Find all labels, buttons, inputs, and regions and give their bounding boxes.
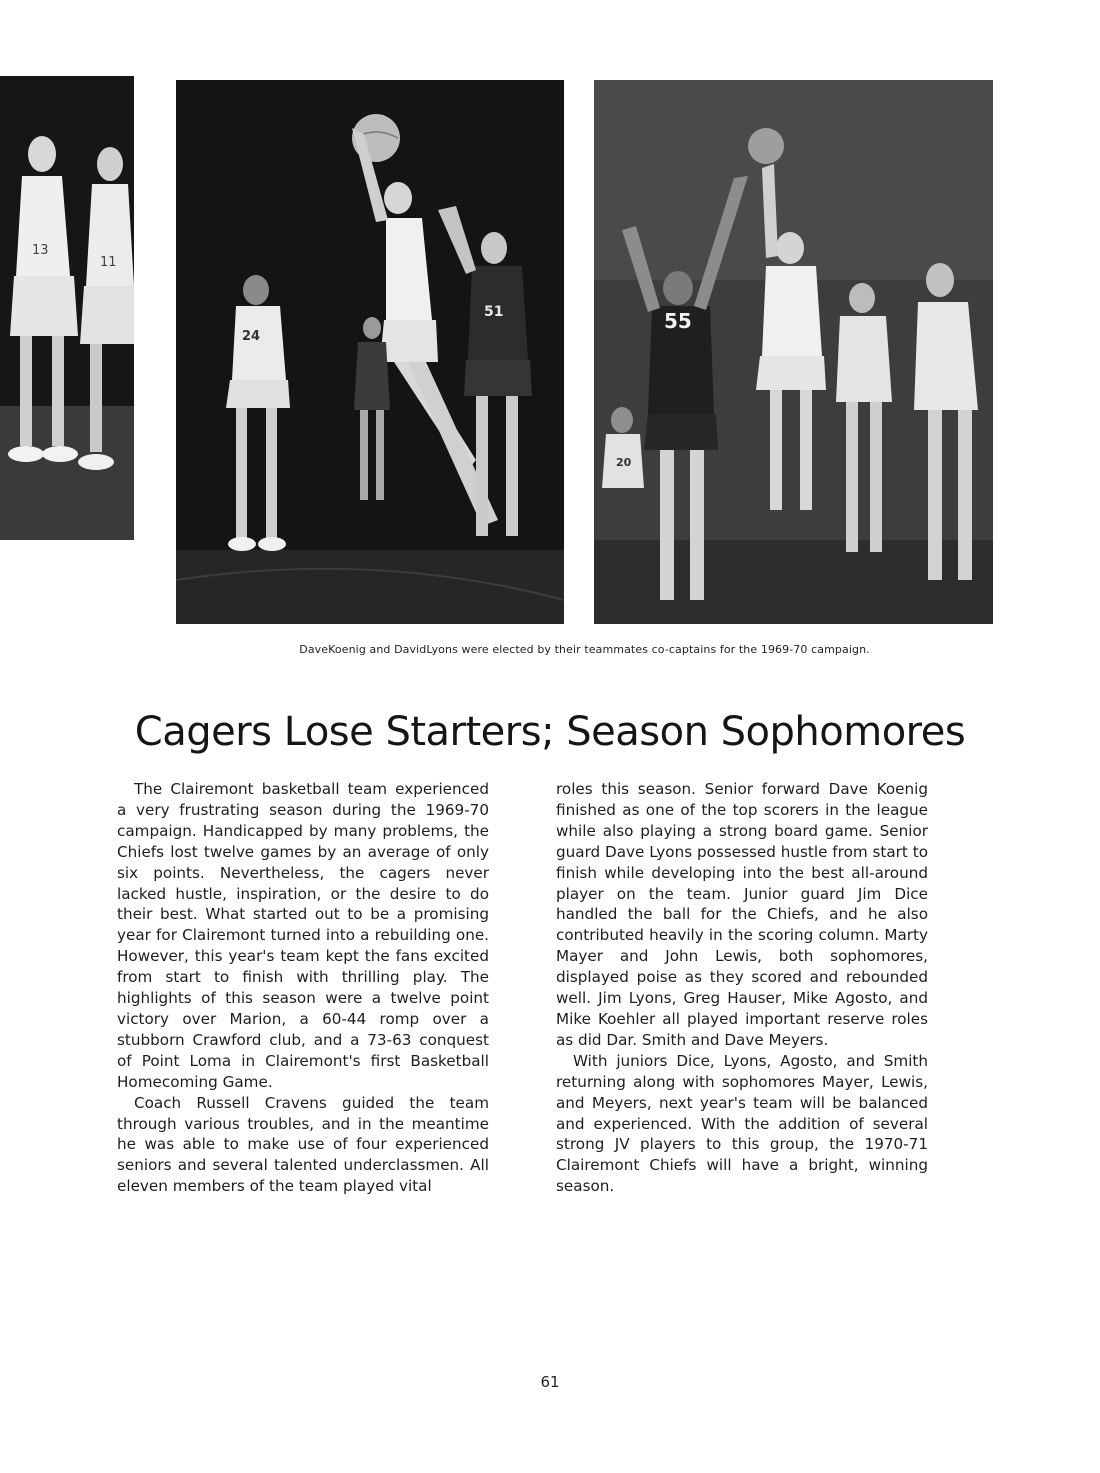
article-paragraph: With juniors Dice, Lyons, Agosto, and Smith returning along with sophomores Mayer, Lewis, and Meyers, next year's team will be balanced and experienced. With the addition of several strong JV players to this group, the 1970-71 Clairemont Chiefs will have a bright, winning season. bbox=[556, 1051, 928, 1196]
action-photo-center bbox=[176, 80, 564, 624]
jersey-number-11: 11 bbox=[100, 255, 117, 270]
article-column-left bbox=[117, 779, 489, 1197]
jersey-number-20: 20 bbox=[616, 456, 632, 469]
jersey-number-24: 24 bbox=[242, 329, 261, 344]
photo-caption: DaveKoenig and DavidLyons were elected by their teammates co-captains for the 1969-70 campaign. bbox=[299, 643, 870, 656]
jersey-number-13: 13 bbox=[32, 243, 49, 258]
basketball-icon-right bbox=[748, 128, 784, 164]
page-number: 61 bbox=[540, 1373, 560, 1391]
article-paragraph: roles this season. Senior forward Dave Koenig finished as one of the top scorers in the league while also playing a strong board game. Senior guard Dave Lyons possessed hustle from start to finish while developing into the best all-around player on the team. Junior guard Jim Dice handled the ball for the Chiefs, and he also contributed heavily in the scoring column. Marty Mayer and John Lewis, both sophomores, displayed poise as they scored and rebounded well. Jim Lyons, Greg Hauser, Mike Agosto, and Mike Koehler all played important reserve roles as did Dar. Smith and Dave Meyers. bbox=[556, 780, 928, 1049]
action-photo-center-image bbox=[176, 80, 564, 624]
page-title: Cagers Lose Starters; Season Sophomores bbox=[134, 709, 966, 755]
action-photo-right-image bbox=[594, 80, 993, 624]
team-photo-left-image bbox=[0, 76, 134, 540]
article-column-right bbox=[556, 779, 928, 1197]
jersey-number-55: 55 bbox=[664, 309, 692, 333]
jersey-number-51: 51 bbox=[484, 304, 504, 320]
team-photo-left bbox=[0, 76, 134, 540]
article-paragraph: The Clairemont basketball team experienced a very frustrating season during the 1969-70 campaign. Handicapped by many problems, the Chiefs lost twelve games by an average of only six points. Nevertheless, the cagers never lacked hustle, inspiration, or the desire to do their best. What started out to be a promising year for Clairemont turned into a rebuilding one. However, this year's team kept the fans excited from start to finish with thrilling play. The highlights of this season were a twelve point victory over Marion, a 60-44 romp over a stubborn Crawford club, and a 73-63 conquest of Point Loma in Clairemont's first Basketball Homecoming Game. bbox=[117, 780, 489, 1091]
action-photo-right bbox=[594, 80, 993, 624]
article-paragraph: Coach Russell Cravens guided the team through various troubles, and in the meantime he was able to make use of four experienced seniors and several talented underclassmen. All eleven members of the team played vital bbox=[117, 1093, 489, 1196]
